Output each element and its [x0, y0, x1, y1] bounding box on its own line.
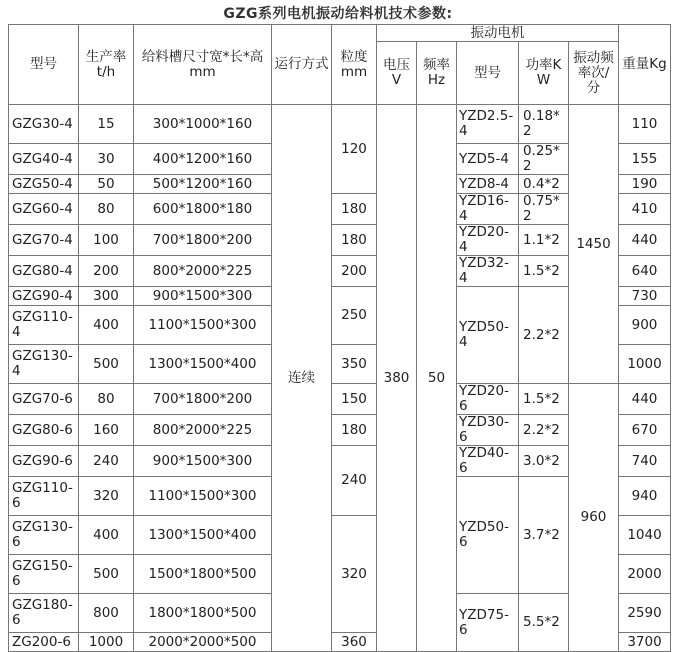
cell-motor-model: YZD50-4: [457, 287, 519, 384]
cell-capacity: 500: [79, 555, 134, 594]
cell-trough-size: 1100*1500*300: [134, 477, 272, 516]
cell-weight: 410: [619, 194, 671, 225]
cell-power: 2.2*2: [519, 415, 569, 446]
cell-motor-model: YZD20-6: [457, 384, 519, 415]
cell-motor-model: YZD40-6: [457, 446, 519, 477]
cell-weight: 3700: [619, 633, 671, 652]
cell-trough-size: 300*1000*160: [134, 105, 272, 144]
cell-particle-size: 180: [332, 225, 377, 256]
cell-model: ZG200-6: [9, 633, 79, 652]
cell-particle-size: 240: [332, 446, 377, 516]
cell-weight: 730: [619, 287, 671, 306]
cell-trough-size: 800*2000*225: [134, 256, 272, 287]
header-capacity: 生产率t/h: [79, 25, 134, 105]
cell-power: 1.5*2: [519, 256, 569, 287]
cell-weight: 440: [619, 384, 671, 415]
cell-model: GZG90-4: [9, 287, 79, 306]
cell-weight: 2590: [619, 594, 671, 633]
cell-weight: 190: [619, 175, 671, 194]
cell-weight: 2000: [619, 555, 671, 594]
cell-model: GZG150-6: [9, 555, 79, 594]
header-model: 型号: [9, 25, 79, 105]
cell-motor-model: YZD30-6: [457, 415, 519, 446]
cell-capacity: 160: [79, 415, 134, 446]
cell-motor-model: YZD2.5-4: [457, 105, 519, 144]
cell-model: GZG70-4: [9, 225, 79, 256]
cell-particle-size: 120: [332, 105, 377, 194]
cell-vibration-frequency: 960: [569, 384, 619, 652]
spec-table: [8, 24, 671, 652]
cell-frequency: 50: [417, 105, 457, 652]
cell-capacity: 50: [79, 175, 134, 194]
cell-voltage: 380: [377, 105, 417, 652]
cell-trough-size: 700*1800*200: [134, 225, 272, 256]
cell-particle-size: 250: [332, 287, 377, 345]
page-title: GZG系列电机振动给料机技术参数:: [223, 6, 453, 22]
cell-trough-size: 1300*1500*400: [134, 516, 272, 555]
cell-trough-size: 1300*1500*400: [134, 345, 272, 384]
cell-model: GZG80-4: [9, 256, 79, 287]
cell-model: GZG30-4: [9, 105, 79, 144]
header-frequency: 频率Hz: [417, 42, 457, 105]
cell-weight: 440: [619, 225, 671, 256]
cell-power: 3.7*2: [519, 477, 569, 594]
header-power: 功率KW: [519, 42, 569, 105]
cell-trough-size: 1100*1500*300: [134, 306, 272, 345]
cell-model: GZG110-4: [9, 306, 79, 345]
cell-trough-size: 600*1800*180: [134, 194, 272, 225]
cell-power: 3.0*2: [519, 446, 569, 477]
cell-power: 0.18*2: [519, 105, 569, 144]
header-voltage: 电压V: [377, 42, 417, 105]
cell-capacity: 30: [79, 144, 134, 175]
cell-particle-size: 150: [332, 384, 377, 415]
cell-capacity: 1000: [79, 633, 134, 652]
cell-weight: 640: [619, 256, 671, 287]
cell-weight: 670: [619, 415, 671, 446]
cell-model: GZG60-4: [9, 194, 79, 225]
cell-model: GZG80-6: [9, 415, 79, 446]
cell-trough-size: 1500*1800*500: [134, 555, 272, 594]
cell-trough-size: 700*1800*200: [134, 384, 272, 415]
cell-capacity: 800: [79, 594, 134, 633]
cell-trough-size: 800*2000*225: [134, 415, 272, 446]
cell-weight: 900: [619, 306, 671, 345]
cell-weight: 155: [619, 144, 671, 175]
cell-power: 0.75*2: [519, 194, 569, 225]
cell-trough-size: 900*1500*300: [134, 287, 272, 306]
cell-model: GZG180-6: [9, 594, 79, 633]
cell-power: 0.4*2: [519, 175, 569, 194]
cell-weight: 1000: [619, 345, 671, 384]
header-vibration-motor: 振动电机: [377, 25, 619, 42]
cell-weight: 940: [619, 477, 671, 516]
cell-motor-model: YZD75-6: [457, 594, 519, 652]
cell-capacity: 300: [79, 287, 134, 306]
cell-power: 1.1*2: [519, 225, 569, 256]
table-row: [9, 105, 671, 144]
cell-model: GZG70-6: [9, 384, 79, 415]
header-trough-size: 给料槽尺寸宽*长*高mm: [134, 25, 272, 105]
cell-power: 0.25*2: [519, 144, 569, 175]
cell-motor-model: YZD8-4: [457, 175, 519, 194]
cell-vibration-frequency: 1450: [569, 105, 619, 384]
cell-particle-size: 320: [332, 516, 377, 633]
cell-power: 1.5*2: [519, 384, 569, 415]
cell-motor-model: YZD16-4: [457, 194, 519, 225]
cell-particle-size: 360: [332, 633, 377, 652]
cell-capacity: 400: [79, 516, 134, 555]
cell-weight: 740: [619, 446, 671, 477]
cell-operation: 连续: [272, 105, 332, 652]
cell-power: 2.2*2: [519, 287, 569, 384]
cell-model: GZG130-6: [9, 516, 79, 555]
cell-particle-size: 350: [332, 345, 377, 384]
cell-capacity: 320: [79, 477, 134, 516]
cell-weight: 1040: [619, 516, 671, 555]
cell-particle-size: 200: [332, 256, 377, 287]
header-weight: 重量Kg: [619, 25, 671, 105]
header-particle-size: 粒度mm: [332, 25, 377, 105]
cell-capacity: 240: [79, 446, 134, 477]
cell-model: GZG130-4: [9, 345, 79, 384]
header-motor-model: 型号: [457, 42, 519, 105]
cell-particle-size: 180: [332, 415, 377, 446]
header-operation: 运行方式: [272, 25, 332, 105]
cell-trough-size: 2000*2000*500: [134, 633, 272, 652]
cell-capacity: 500: [79, 345, 134, 384]
cell-motor-model: YZD5-4: [457, 144, 519, 175]
cell-motor-model: YZD50-6: [457, 477, 519, 594]
cell-particle-size: 180: [332, 194, 377, 225]
cell-motor-model: YZD32-4: [457, 256, 519, 287]
cell-weight: 110: [619, 105, 671, 144]
cell-trough-size: 500*1200*160: [134, 175, 272, 194]
cell-model: GZG110-6: [9, 477, 79, 516]
cell-capacity: 80: [79, 384, 134, 415]
cell-capacity: 15: [79, 105, 134, 144]
cell-trough-size: 1800*1800*500: [134, 594, 272, 633]
cell-trough-size: 900*1500*300: [134, 446, 272, 477]
header-vibration-frequency: 振动频率次/分: [569, 42, 619, 105]
cell-capacity: 200: [79, 256, 134, 287]
cell-capacity: 100: [79, 225, 134, 256]
table-row: [9, 384, 671, 415]
cell-trough-size: 400*1200*160: [134, 144, 272, 175]
cell-model: GZG50-4: [9, 175, 79, 194]
cell-capacity: 400: [79, 306, 134, 345]
cell-model: GZG40-4: [9, 144, 79, 175]
cell-model: GZG90-6: [9, 446, 79, 477]
cell-capacity: 80: [79, 194, 134, 225]
cell-motor-model: YZD20-4: [457, 225, 519, 256]
cell-power: 5.5*2: [519, 594, 569, 652]
